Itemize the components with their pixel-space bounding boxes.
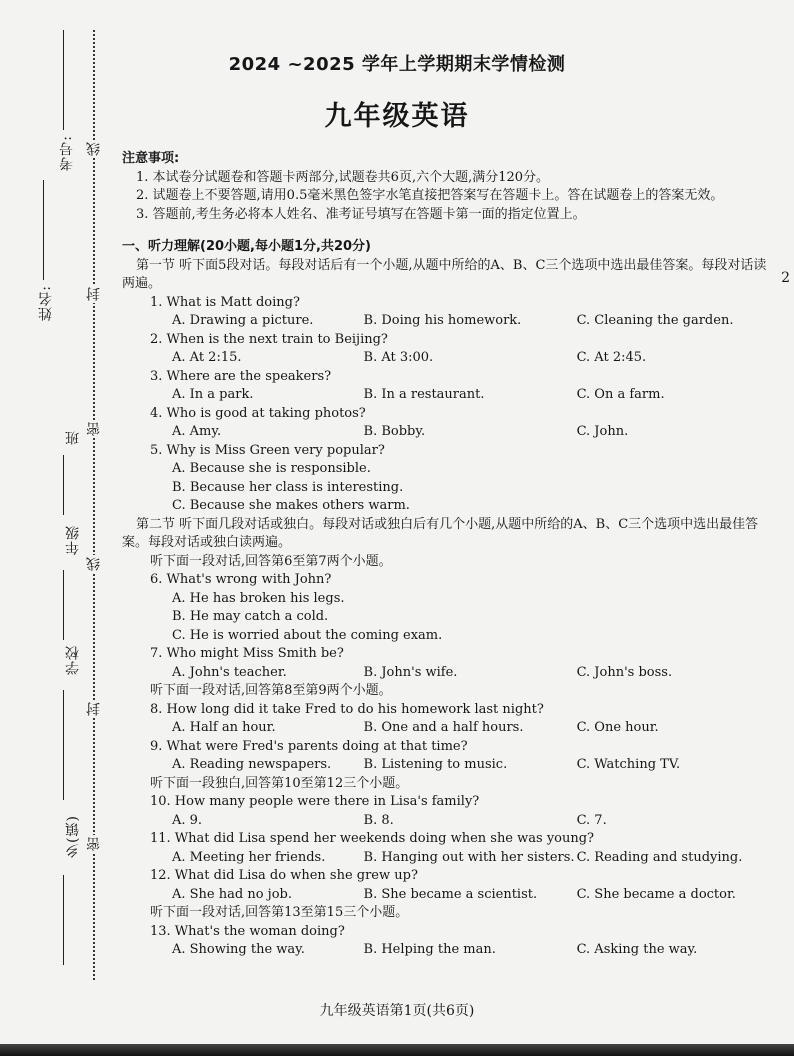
name-field[interactable] xyxy=(43,180,44,280)
option-a[interactable]: A. Showing the way. xyxy=(172,942,305,957)
seal-mark-seal-2: 封 xyxy=(86,702,102,716)
notice-heading: 注意事项: xyxy=(122,151,180,166)
option-c[interactable]: C. He is worried about the coming exam. xyxy=(172,627,443,643)
side-mark: 2 xyxy=(781,270,790,286)
page-footer: 九年级英语第1页(共6页) xyxy=(319,1003,475,1019)
question-stem: 5. Why is Miss Green very popular? xyxy=(150,442,385,458)
question-stem: 2. When is the next train to Beijing? xyxy=(150,331,388,347)
sub-instruction: 听下面一段对话,回答第13至第15三个小题。 xyxy=(150,905,409,920)
sub-instruction: 听下面一段独白,回答第10至第12三个小题。 xyxy=(150,775,409,791)
option-b[interactable]: B. Helping the man. xyxy=(363,942,496,957)
options-row xyxy=(122,756,772,775)
option-c[interactable]: C. She became a doctor. xyxy=(576,886,736,902)
option-a[interactable]: A. She had no job. xyxy=(172,886,292,902)
question-stem: 4. Who is good at taking photos? xyxy=(150,405,366,421)
option-a[interactable]: A. John's teacher. xyxy=(172,664,287,680)
option-c[interactable]: C. At 2:45. xyxy=(576,350,647,365)
option-b[interactable]: B. Bobby. xyxy=(363,424,426,439)
option-b[interactable]: B. 8. xyxy=(363,812,394,828)
class-label: 班 xyxy=(65,430,81,445)
option-a[interactable]: A. Meeting her friends. xyxy=(172,849,326,865)
question-stem: 13. What's the woman doing? xyxy=(150,923,345,939)
question-list-part1 xyxy=(122,294,772,516)
option-b[interactable]: B. At 3:00. xyxy=(363,350,434,365)
part2-description: 第二节 听下面几段对话或独白。每段对话或独白后有几个小题,从题中所给的A、B、C三个选项中选出最佳答案。每段对话或独白读两遍。 xyxy=(122,516,759,550)
question-stem: 7. Who might Miss Smith be? xyxy=(150,646,344,661)
option-c[interactable]: C. On a farm. xyxy=(576,387,665,402)
option-c[interactable]: C. One hour. xyxy=(576,720,659,735)
grade-field[interactable] xyxy=(63,570,64,640)
option-a[interactable]: A. In a park. xyxy=(172,387,254,402)
options-row xyxy=(122,719,772,738)
option-b[interactable]: B. Hanging out with her sisters. xyxy=(363,849,575,865)
option-a[interactable]: A. Amy. xyxy=(172,424,222,439)
options-row xyxy=(122,941,772,960)
exam-title: 2024 ~2025 学年上学期期末学情检测 xyxy=(228,54,566,75)
seal-mark-seal: 封 xyxy=(86,287,102,301)
options-row xyxy=(122,849,772,868)
question-list-part2 xyxy=(122,553,772,960)
exam-subtitle: 九年级英语 xyxy=(324,101,470,132)
sub-instruction: 听下面一段对话,回答第6至第7两个小题。 xyxy=(150,553,392,569)
option-a[interactable]: A. Reading newspapers. xyxy=(172,757,332,772)
school-field[interactable] xyxy=(63,690,64,800)
seal-mark-secret-2: 密 xyxy=(86,837,102,851)
name-label: 姓名: xyxy=(38,285,54,321)
question-stem: 3. Where are the speakers? xyxy=(150,368,332,384)
question-stem: 1. What is Matt doing? xyxy=(150,294,300,310)
option-a[interactable]: A. 9. xyxy=(172,812,203,828)
exam-content xyxy=(122,150,772,960)
scan-edge xyxy=(0,1044,794,1056)
part1-description: 第一节 听下面5段对话。每段对话后有一个小题,从题中所给的A、B、C三个选项中选出最佳答案。每段对话读两遍。 xyxy=(122,257,767,291)
option-c[interactable]: C. John's boss. xyxy=(576,664,673,680)
options-row xyxy=(122,812,772,831)
option-b[interactable]: B. In a restaurant. xyxy=(363,387,485,402)
question-stem: 6. What's wrong with John? xyxy=(150,572,332,587)
class-field[interactable] xyxy=(63,455,64,515)
seal-mark-line: 线 xyxy=(86,142,102,156)
question-stem: 12. What did Lisa do when she grew up? xyxy=(150,868,418,883)
option-a[interactable]: A. Half an hour. xyxy=(172,720,276,735)
option-a[interactable]: A. Because she is responsible. xyxy=(172,461,371,476)
option-a[interactable]: A. He has broken his legs. xyxy=(172,590,345,606)
sub-instruction: 听下面一段对话,回答第8至第9两个小题。 xyxy=(150,683,392,698)
seal-mark-line-2: 线 xyxy=(86,557,102,571)
question-stem: 8. How long did it take Fred to do his homework last night? xyxy=(150,701,544,717)
options-row xyxy=(122,886,772,905)
option-c[interactable]: C. John. xyxy=(576,424,629,439)
option-b[interactable]: B. Listening to music. xyxy=(363,757,508,772)
option-b[interactable]: B. Because her class is interesting. xyxy=(172,479,404,495)
option-c[interactable]: C. Cleaning the garden. xyxy=(576,313,734,328)
option-a[interactable]: A. At 2:15. xyxy=(172,350,242,365)
notice-item: 1. 本试卷分试题卷和答题卡两部分,试题卷共6页,六个大题,满分120分。 xyxy=(136,169,550,185)
option-c[interactable]: C. Asking the way. xyxy=(576,942,698,957)
notice-item: 3. 答题前,考生务必将本人姓名、准考证号填写在答题卡第一面的指定位置上。 xyxy=(136,206,586,222)
option-c[interactable]: C. Watching TV. xyxy=(576,757,681,772)
notice-item: 2. 试题卷上不要答题,请用0.5毫米黑色签字水笔直接把答案写在答题卡上。答在试题卷上的答案无效。 xyxy=(136,188,724,203)
exam-number-label: 考号: xyxy=(59,135,75,171)
binding-margin xyxy=(0,0,100,1056)
option-c[interactable]: C. Because she makes others warm. xyxy=(172,498,410,513)
option-a[interactable]: A. Drawing a picture. xyxy=(172,313,314,328)
option-c[interactable]: C. Reading and studying. xyxy=(576,849,743,865)
option-b[interactable]: B. He may catch a cold. xyxy=(172,609,329,624)
question-stem: 9. What were Fred's parents doing at that time? xyxy=(150,738,468,754)
section-heading: 一、听力理解(20小题,每小题1分,共20分) xyxy=(122,239,371,254)
option-b[interactable]: B. One and a half hours. xyxy=(363,720,524,735)
option-c[interactable]: C. 7. xyxy=(576,812,607,828)
options-row xyxy=(122,664,772,683)
question-stem: 11. What did Lisa spend her weekends doing when she was young? xyxy=(150,831,595,846)
option-b[interactable]: B. John's wife. xyxy=(363,664,458,680)
township-label: 乡(镇) xyxy=(65,815,81,858)
option-b[interactable]: B. Doing his homework. xyxy=(363,313,522,328)
options-row xyxy=(122,312,772,331)
township-field[interactable] xyxy=(63,875,64,965)
school-label: 学校 xyxy=(65,645,81,675)
seal-mark-secret: 密 xyxy=(86,422,102,436)
grade-label: 年级 xyxy=(65,525,81,555)
options-row xyxy=(122,423,772,442)
option-b[interactable]: B. She became a scientist. xyxy=(363,886,538,902)
question-stem: 10. How many people were there in Lisa's family? xyxy=(150,794,480,809)
options-row xyxy=(122,386,772,405)
options-row xyxy=(122,349,772,368)
